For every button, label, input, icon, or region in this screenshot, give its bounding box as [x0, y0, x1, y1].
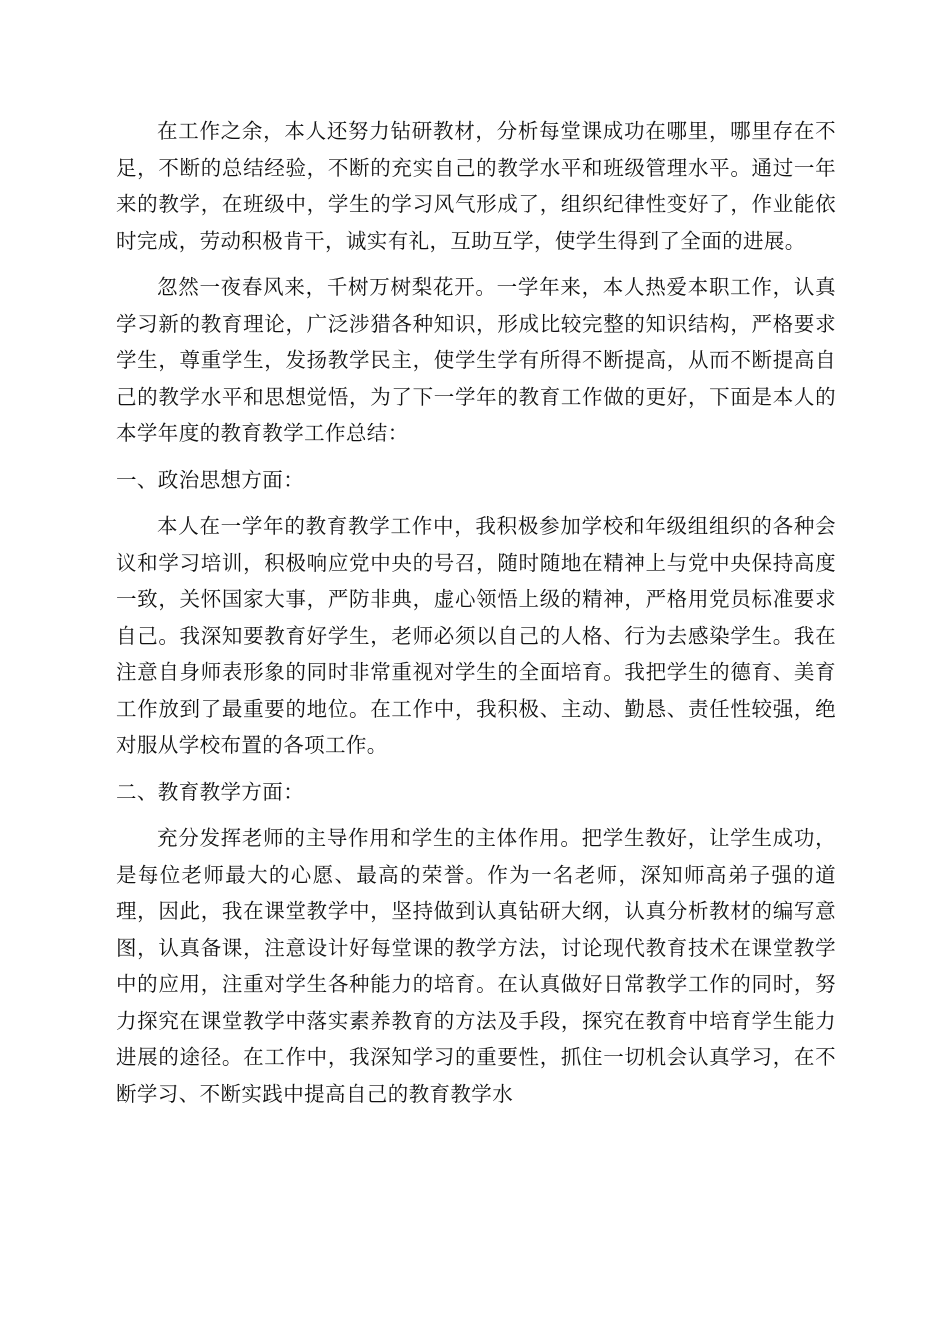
- section-heading-teaching: 二、教育教学方面：: [116, 779, 305, 804]
- paragraph-introduction: 忽然一夜春风来，千树万树梨花开。一学年来，本人热爱本职工作，认真学习新的教育理论，广泛涉猎各种知识，形成比较完整的知识结构，严格要求学生，尊重学生，发扬教学民主，使学生学有所得不断提高，从而不断提高自己的教学水平和思想觉悟，为了下一学年的教育工作做的更好，下面是本人的本学年度的教育教学工作总结：: [116, 275, 836, 445]
- section-heading-political: 一、政治思想方面：: [116, 467, 305, 492]
- document-body: [116, 113, 836, 1112]
- paragraph-teaching: 充分发挥老师的主导作用和学生的主体作用。把学生教好，让学生成功，是每位老师最大的心愿、最高的荣誉。作为一名老师，深知师高弟子强的道理，因此，我在课堂教学中，坚持做到认真钻研大纲，认真分析教材的编写意图，认真备课，注意设计好每堂课的教学方法，讨论现代教育技术在课堂教学中的应用，注重对学生各种能力的培育。在认真做好日常教学工作的同时，努力探究在课堂教学中落实素养教育的方法及手段，探究在教育中培育学生能力进展的途径。在工作中，我深知学习的重要性，抓住一切机会认真学习，在不断学习、不断实践中提高自己的教育教学水: [116, 826, 836, 1106]
- paragraph-reflection: 在工作之余，本人还努力钻研教材，分析每堂课成功在哪里，哪里存在不足，不断的总结经验，不断的充实自己的教学水平和班级管理水平。通过一年来的教学，在班级中，学生的学习风气形成了，组织纪律性变好了，作业能依时完成，劳动积极肯干，诚实有礼，互助互学，使学生得到了全面的进展。: [116, 119, 836, 253]
- paragraph-political: 本人在一学年的教育教学工作中，我积极参加学校和年级组组织的各种会议和学习培训，积极响应党中央的号召，随时随地在精神上与党中央保持高度一致，关怀国家大事，严防非典，虚心领悟上级的精神，严格用党员标准要求自己。我深知要教育好学生，老师必须以自己的人格、行为去感染学生。我在注意自身师表形象的同时非常重视对学生的全面培育。我把学生的德育、美育工作放到了最重要的地位。在工作中，我积极、主动、勤恳、责任性较强，绝对服从学校布置的各项工作。: [116, 514, 836, 757]
